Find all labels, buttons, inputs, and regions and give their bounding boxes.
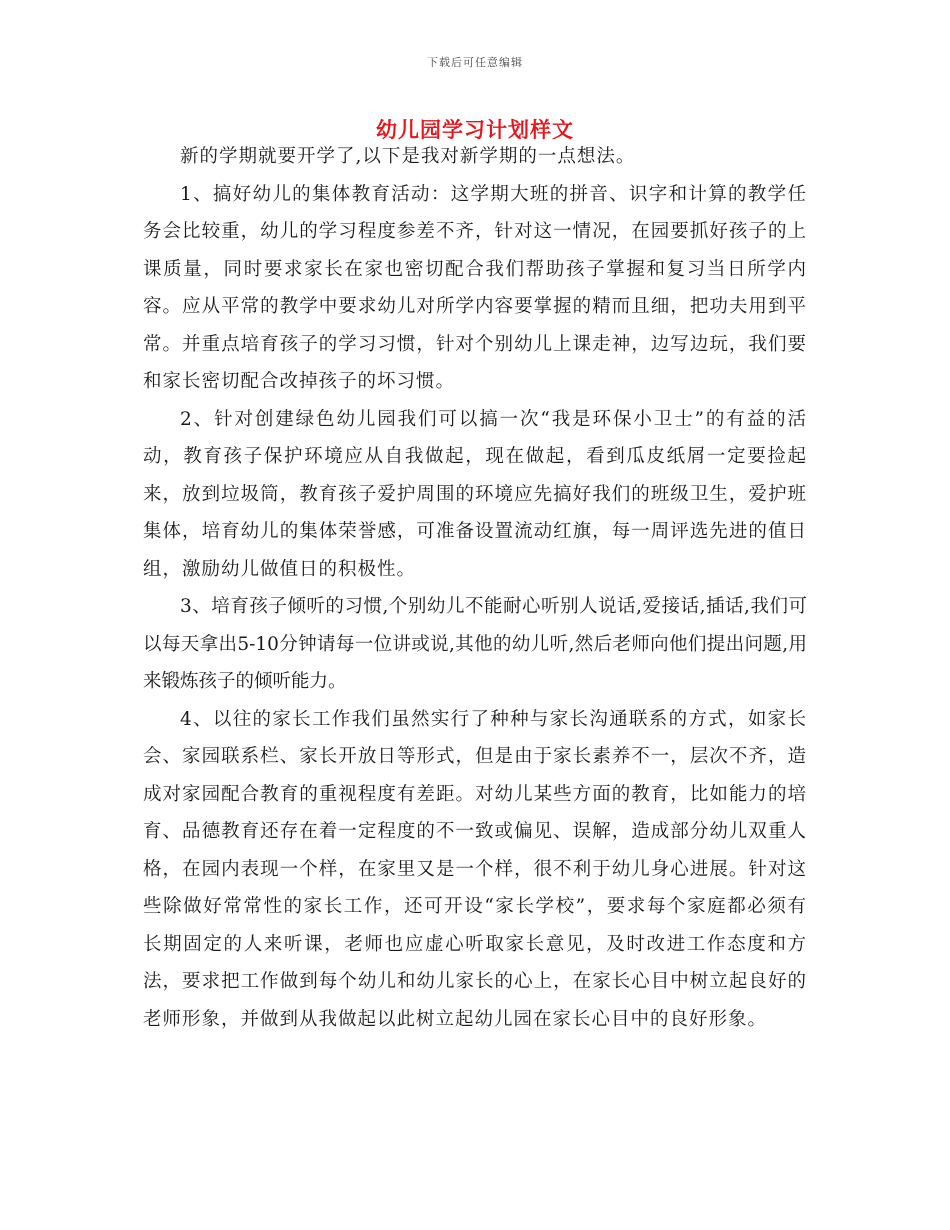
header-note: 下载后可任意编辑 [427, 56, 523, 69]
paragraph-2: 2、针对创建绿色幼儿园我们可以搞一次“我是环保小卫士”的有益的活动，教育孩子保护环境应从自我做起，现在做起，看到瓜皮纸屑一定要捡起来，放到垃圾筒，教育孩子爱护周围的环境应先搞好我们的班级卫生，爱护班集体，培育幼儿的集体荣誉感，可准备设置流动红旗，每一周评选先进的值日组，激励幼儿做值日的积极性。 [143, 408, 807, 580]
paragraph-4: 4、以往的家长工作我们虽然实行了种种与家长沟通联系的方式，如家长会、家园联系栏、家长开放日等形式，但是由于家长素养不一，层次不齐，造成对家园配合教育的重视程度有差距。对幼儿某些方面的教育，比如能力的培育、品德教育还存在着一定程度的不一致或偏见、误解，造成部分幼儿双重人格，在园内表现一个样，在家里又是一个样，很不利于幼儿身心进展。针对这些除做好常常性的家长工作，还可开设“家长学校”，要求每个家庭都必须有长期固定的人来听课，老师也应虚心听取家长意见，及时改进工作态度和方法，要求把工作做到每个幼儿和幼儿家长的心上，在家长心目中树立起良好的老师形象，并做到从我做起以此树立起幼儿园在家长心目中的良好形象。 [143, 708, 807, 1030]
document-title: 幼儿园学习计划样文 [376, 117, 574, 142]
paragraph-3: 3、培育孩子倾听的习惯,个别幼儿不能耐心听别人说话,爱接话,插话,我们可以每天拿出5-10分钟请每一位讲或说,其他的幼儿听,然后老师向他们提出问题,用来锻炼孩子的倾听能力。 [143, 596, 807, 692]
intro-paragraph: 新的学期就要开学了,以下是我对新学期的一点想法。 [180, 146, 636, 167]
document-body [143, 138, 807, 1038]
paragraph-1: 1、搞好幼儿的集体教育活动：这学期大班的拼音、识字和计算的教学任务会比较重，幼儿的学习程度参差不齐，针对这一情况，在园要抓好孩子的上课质量，同时要求家长在家也密切配合我们帮助孩子掌握和复习当日所学内容。应从平常的教学中要求幼儿对所学内容要掌握的精而且细，把功夫用到平常。并重点培育孩子的学习习惯，针对个别幼儿上课走神，边写边玩，我们要和家长密切配合改掉孩子的坏习惯。 [143, 183, 807, 392]
